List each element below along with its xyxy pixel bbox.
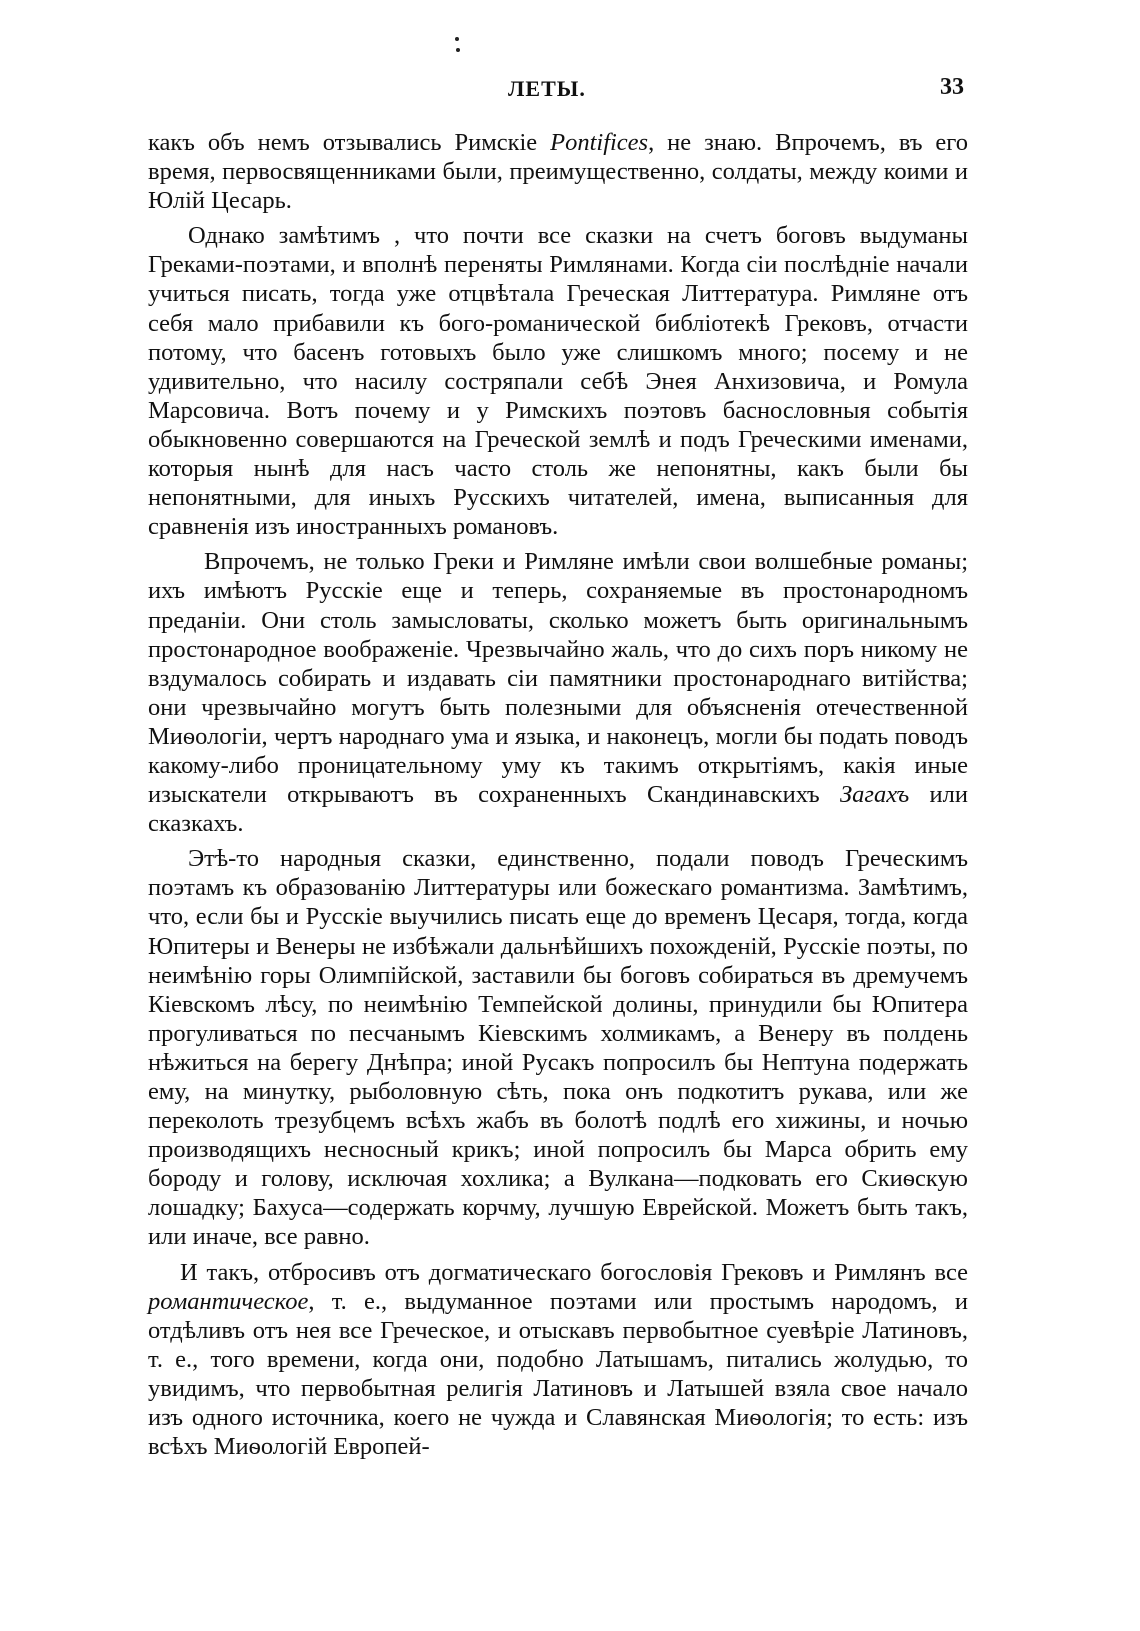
italic-term: Загахъ	[840, 781, 910, 809]
print-speck	[455, 37, 459, 41]
text-run: Этѣ-то народныя сказки, единственно, подали поводъ Греческимъ поэтамъ къ образованію Литтературы или божескаго романтизма. Замѣтимъ, что, если бы и Русскіе выучились писать еще до временъ Цесаря, тогда, когда Юпитеры и Венеры не избѣжали дальнѣйшихъ похожденій, Русскіе поэты, по неимѣнію горы Олимпійской, заставили бы боговъ собираться въ дремучемъ Кіевскомъ лѣсу, по неимѣнію Темпейской долины, принудили бы Юпитера прогуливаться по песчанымъ Кіевскимъ холмикамъ, а Венеру въ полдень нѣжиться на берегу Днѣпра; иной Русакъ попросилъ бы Нептуна подержать ему, на минутку, рыболовную сѣть, пока онъ подкотитъ рукава, или же переколоть трезубцемъ всѣхъ жабъ въ болотѣ подлѣ его хижины, и ночью производящихъ несносный крикъ; иной попросилъ бы Марса обрить ему бороду и голову, исключая хохлика; а Вулкана—подковать его Скиѳскую лошадку; Бахуса—содержать корчму, лучшую Еврейской. Можетъ быть такъ, или иначе, все равно.	[148, 845, 968, 1251]
page-number: 33	[940, 74, 964, 100]
paragraph-3	[148, 547, 968, 838]
text-run: Впрочемъ, не только Греки и Римляне имѣли свои волшебные романы; ихъ имѣютъ Русскіе еще и теперь, сохраняемые въ простонародномъ преданіи. Они столь замысловаты, сколько можетъ быть оригинальнымъ простонародное воображеніе. Чрезвычайно жаль, что до сихъ поръ никому не вздумалось собирать и издавать сіи памятники простонароднаго витійства; они чрезвычайно могутъ быть полезными для объясненія отечественной Миѳологіи, чертъ народнаго ума и языка, и наконецъ, могли бы подать поводъ какому-либо проницательному уму къ такимъ открытіямъ, какія иные изыскатели открываютъ въ сохраненныхъ Скандинавскихъ	[148, 548, 968, 809]
text-run: Однако замѣтимъ , что почти все сказки на счетъ боговъ выдуманы Греками-поэтами, и вполнѣ переняты Римлянами. Когда сіи послѣдніе начали учиться писать, тогда уже отцвѣтала Греческая Литтература. Римляне отъ себя мало прибавили къ бого-романической библіотекѣ Грековъ, отчасти потому, что басенъ готовыхъ было уже слишкомъ много; посему и не удивительно, что насилу состряпали себѣ Энея Анхизовича, и Ромула Марсовича. Вотъ почему и у Римскихъ поэтовъ баснословныя событія обыкновенно совершаются на Греческой землѣ и подъ Греческими именами, которыя нынѣ для насъ часто столь же непонятны, какъ были бы непонятными, для иныхъ Русскихъ читателей, имена, выписанныя для сравненія изъ иностранныхъ романовъ.	[148, 222, 968, 541]
running-head: ЛЕТЫ.	[508, 76, 586, 101]
text-run: , т. е., выдуманное поэтами или простымъ народомъ, и отдѣливъ отъ нея все Греческое, и отыскавъ первобытное суевѣріе Латиновъ, т. е., того времени, когда они, подобно Латышамъ, питались жолудью, то увидимъ, что первобытная религія Латиновъ и Латышей взяла свое начало изъ одного источника, коего не чужда и Славянская Миѳологія; то есть: изъ всѣхъ Миѳологій Европей-	[148, 1287, 968, 1461]
body-text	[148, 128, 968, 1461]
text-run: какъ объ немъ отзывались Римскіе	[148, 129, 551, 156]
latin-term: Pontifices	[550, 129, 649, 156]
text-run: , не знаю. Впрочемъ, въ его время, первосвященниками были, преимущественно, солдаты, между коими и Юлій Цесарь.	[148, 129, 968, 215]
text-run: или сказкахъ.	[148, 781, 968, 838]
paragraph-5	[148, 1258, 968, 1462]
text-run: И такъ, отбросивъ отъ догматическаго богословія Грековъ и Римлянъ все	[180, 1258, 968, 1286]
page-header	[0, 72, 1140, 112]
paragraph-4	[148, 844, 968, 1251]
print-speck	[456, 48, 460, 52]
paragraph-2	[148, 221, 968, 541]
italic-term: романтическое	[148, 1287, 309, 1315]
paragraph-1	[148, 128, 968, 215]
